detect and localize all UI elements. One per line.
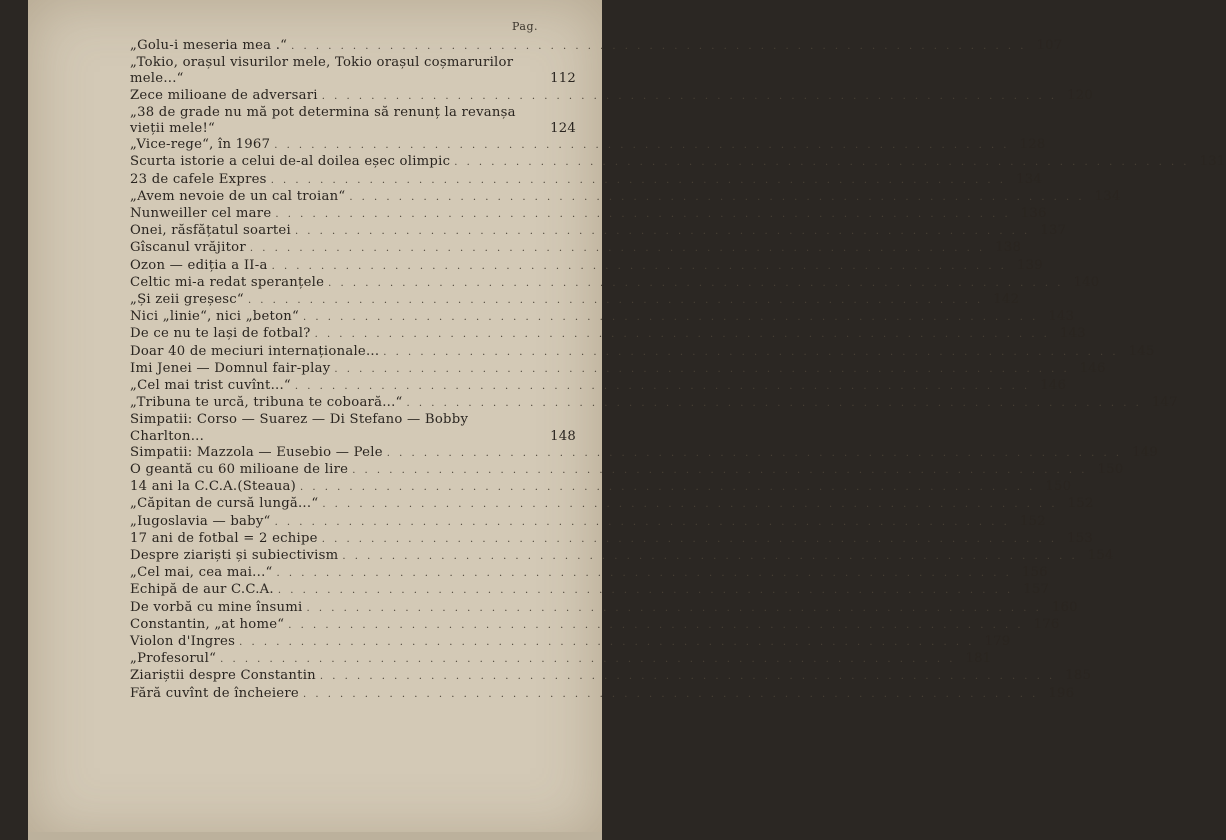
toc-entry-page: 147	[1151, 395, 1178, 411]
toc-entry	[130, 240, 1022, 257]
toc-entry-page: 137	[1040, 223, 1067, 239]
toc-entry-title: „Iugoslavia — baby“	[130, 513, 271, 529]
toc-entry	[130, 530, 1094, 548]
toc-entry	[130, 137, 1046, 154]
toc-entry-page: 140	[1073, 274, 1100, 290]
leader-dots: . . . . . . . . . . . . . . . . . . . . . . . . . . . . . . . . . . . . . . . . . . . . . . . . . . . . . . . . . . . .	[303, 312, 1039, 324]
leader-dots: . . . . . . . . . . . . . . . . . . . . . . . . . . . . . . . . . . . . . . . . . . . . . . . . . . . . . . . . . . . .	[220, 654, 956, 666]
leader-dots: . . . . . . . . . . . . . . . . . . . . . . . . . . . . . . . . . . . . . . . . . . . . . . . . . . . . . . . . . . . .	[302, 688, 1039, 700]
toc-entry	[130, 274, 1100, 292]
leader-dots: . . . . . . . . . . . . . . . . . . . . . . . . . . . . . . . . . . . . . . . . . . . . . . . . . . . . . . . . . . . .	[352, 465, 1088, 477]
leader-dots: . . . . . . . . . . . . . . . . . . . . . . . . . . . . . . . . . . . . . . . . . . . . . . . . . . . . . . . . . . . .	[314, 329, 1050, 341]
leader-dots: . . . . . . . . . . . . . . . . . . . . . . . . . . . . . . . . . . . . . . . . . . . . . . . . . . . . . . . . . . . .	[321, 533, 1058, 545]
toc-entry-page: 196	[1048, 685, 1075, 701]
leader-dots: . . . . . . . . . . . . . . . . . . . . . . . . . . . . . . . . . . . . . . . . . . . . . . . . . . . . . . . . . . . .	[275, 209, 1011, 220]
toc-entry-page: 152	[1019, 513, 1046, 529]
toc-entry-page: 160	[1051, 599, 1078, 615]
toc-entry-title: Echipă de aur C.C.A.	[130, 582, 274, 598]
toc-entry-page: 120	[1067, 87, 1094, 103]
toc-entry-page: 150	[1097, 462, 1124, 478]
toc-entry-page: 136	[1020, 206, 1047, 221]
toc-entry	[130, 309, 1075, 326]
toc-entry-page: 146	[1040, 378, 1067, 394]
toc-entry	[130, 223, 1067, 240]
leader-dots: . . . . . . . . . . . . . . . . . . . . . . . . . . . . . . . . . . . . . . . . . . . . . . . . . . . . . . . . . . . .	[406, 398, 1142, 410]
toc-entry	[130, 412, 576, 444]
leader-dots: . . . . . . . . . . . . . . . . . . . . . . . . . . . . . . . . . . . . . . . . . . . . . . . . . . . . . . . . . . . .	[294, 381, 1031, 393]
toc-entry-title: De ce nu te lași de fotbal?	[130, 326, 311, 342]
toc-entry	[130, 565, 1048, 582]
toc-entry	[130, 206, 1047, 223]
leader-dots: . . . . . . . . . . . . . . . . . . . . . . . . . . . . . . . . . . . . . . . . . . . . . . . . . . . . . . . . . . . .	[276, 568, 1012, 580]
toc-entry-title: Celtic mi-a redat speranțele	[130, 274, 325, 290]
toc-entry-page: 146	[1079, 360, 1106, 376]
toc-entry	[130, 38, 1063, 55]
leader-dots: . . . . . . . . . . . . . . . . . . . . . . . . . . . . . . . . . . . . . . . . . . . . . . . . . . . . . . . . . . . .	[319, 671, 1056, 683]
toc-entry-title: Simpatii: Corso — Suarez — Di Stefano — Bobby Charlton...	[130, 412, 469, 444]
leader-dots: . . . . . . . . . . . . . . . . . . . . . . . . . . . . . . . . . . . . . . . . . . . . . . . . . . . . . . . . . . . .	[277, 585, 1014, 597]
toc-entry	[130, 651, 992, 668]
toc-entry-page: 149	[1132, 444, 1159, 460]
book-page	[28, 0, 1226, 840]
leader-dots: . . . . . . . . . . . . . . . . . . . . . . . . . . . . . . . . . . . . . . . . . . . . . . . . . . . . . . . . . . . .	[270, 174, 1006, 186]
toc-entry-title: Doar 40 de meciuri internaționale...	[130, 343, 380, 359]
toc-entry-page: 143	[1059, 326, 1086, 342]
toc-entry	[130, 378, 1067, 395]
toc-entry-page: 139	[1016, 257, 1043, 273]
toc-entry	[130, 188, 1121, 206]
toc-entry-title: „Tokio, orașul visurilor mele, Tokio orașul coșmarurilor mele...“	[130, 55, 514, 87]
toc-entry	[130, 479, 1072, 496]
toc-entry	[130, 395, 1178, 412]
leader-dots: . . . . . . . . . . . . . . . . . . . . . . . . . . . . . . . . . . . . . . . . . . . . . . . . . . . . . . . . . . . .	[342, 551, 1078, 563]
leader-dots: . . . . . . . . . . . . . . . . . . . . . . . . . . . . . . . . . . . . . . . . . . . . . . . . . . . . . . . . . . . .	[322, 499, 1058, 511]
toc-entry-title: „Vice-rege“, în 1967	[130, 137, 271, 153]
leader-dots: . . . . . . . . . . . . . . . . . . . . . . . . . . . . . . . . . . . . . . . . . . . . . . . . . . . . . . . . . . . .	[383, 346, 1119, 358]
toc-entry-title: Constantin, „at home“	[130, 616, 285, 632]
toc-entry-page: 181	[965, 651, 992, 667]
toc-entry-title: „Cel mai trist cuvînt...“	[130, 378, 291, 394]
toc-entry-title: Gîscanul vrăjitor	[130, 240, 246, 256]
leader-dots: . . . . . . . . . . . . . . . . . . . . . . . . . . . . . . . . . . . . . . . . . . . . . . . . . . . . . . . . . . . .	[249, 243, 986, 255]
toc-entry-title: Fără cuvînt de încheiere	[130, 685, 299, 701]
toc-entry	[130, 548, 1114, 565]
leader-dots: . . . . . . . . . . . . . . . . . . . . . . . . . . . . . . . . . . . . . . . . . . . . . . . . . . . . . . . . . . . .	[288, 619, 1024, 631]
toc-entry-title: 23 de cafele Expres	[130, 171, 267, 187]
leader-dots: . . . . . . . . . . . . . . . . . . . . . . . . . . . . . . . . . . . . . . . . . . . . . . . . . . . . . . . . . . . .	[349, 191, 1085, 203]
toc-entry	[130, 496, 1094, 513]
toc-entry-title: „38 de grade nu mă pot determina să renunț la revanșa vieții mele!“	[130, 104, 516, 136]
toc-entry	[130, 599, 1078, 617]
table-of-contents	[130, 38, 1226, 703]
toc-entry-page: 176	[1033, 616, 1060, 632]
toc-entry-page: 134	[1094, 188, 1121, 204]
toc-entry-title: Imi Jenei — Domnul fair-play	[130, 360, 331, 376]
leader-dots: . . . . . . . . . . . . . . . . . . . . . . . . . . . . . . . . . . . . . . . . . . . . . . . . . . . . . . . . . . . .	[300, 482, 1036, 494]
toc-entry-title: 17 ani de fotbal = 2 echipe	[130, 530, 318, 546]
leader-dots: . . . . . . . . . . . . . . . . . . . . . . . . . . . . . . . . . . . . . . . . . . . . . . . . . . . . . . . . . . . .	[306, 602, 1042, 614]
toc-entry-title: Ozon — ediția a II-a	[130, 257, 268, 273]
toc-entry-page: 124	[550, 120, 576, 136]
toc-entry-page: 145	[1128, 343, 1155, 359]
toc-entry-page: 107	[1036, 38, 1063, 53]
toc-entry-title: „Golu-i meseria mea .“	[130, 38, 288, 53]
toc-entry-title: De vorbă cu mine însumi	[130, 599, 303, 615]
leader-dots: . . . . . . . . . . . . . . . . . . . . . . . . . . . . . . . . . . . . . . . . . . . . . . . . . . . . . . . . . . . .	[454, 157, 1190, 169]
toc-entry	[130, 292, 1020, 309]
toc-entry-title: „Profesorul“	[130, 651, 217, 667]
toc-entry-title: Nici „linie“, nici „beton“	[130, 309, 300, 325]
toc-entry-page: 154	[1087, 548, 1114, 564]
toc-entry-title: Zece milioane de adversari	[130, 87, 318, 103]
leader-dots: . . . . . . . . . . . . . . . . . . . . . . . . . . . . . . . . . . . . . . . . . . . . . . . . . . . . . . . . . . . .	[386, 447, 1123, 459]
toc-entry	[130, 513, 1046, 531]
toc-entry-title: Simpatii: Mazzola — Eusebio — Pele	[130, 444, 383, 460]
toc-entry-page: 131	[1199, 154, 1226, 170]
toc-entry	[130, 668, 1092, 685]
toc-entry-title: O geantă cu 60 milioane de lire	[130, 462, 349, 478]
toc-entry	[130, 462, 1124, 479]
toc-entry	[130, 154, 1226, 171]
leader-dots: . . . . . . . . . . . . . . . . . . . . . . . . . . . . . . . . . . . . . . . . . . . . . . . . . . . . . . . . . . . .	[247, 295, 984, 307]
toc-entry-page: 112	[550, 71, 576, 87]
toc-entry-title: „Și zeii greșesc“	[130, 292, 244, 308]
toc-entry-title: „Căpitan de cursă lungă...“	[130, 496, 319, 512]
toc-entry-title: Scurta istorie a celui de-al doilea eșec olimpic	[130, 154, 451, 170]
toc-entry	[130, 616, 1060, 634]
leader-dots: . . . . . . . . . . . . . . . . . . . . . . . . . . . . . . . . . . . . . . . . . . . . . . . . . . . . . . . . . . . .	[334, 363, 1070, 375]
toc-entry-page: 148	[550, 428, 576, 444]
leader-dots: . . . . . . . . . . . . . . . . . . . . . . . . . . . . . . . . . . . . . . . . . . . . . . . . . . . . . . . . . . . .	[294, 226, 1031, 238]
toc-entry-page: 128	[1019, 137, 1046, 153]
toc-entry-title: „Avem nevoie de un cal troian“	[130, 188, 346, 204]
toc-entry-title: Despre ziariști și subiectivism	[130, 548, 339, 564]
toc-entry	[130, 360, 1106, 378]
toc-entry-title: Onei, răsfățatul soartei	[130, 223, 291, 239]
page-column-header: Pag.	[512, 20, 539, 33]
toc-entry-page: 150	[1045, 479, 1072, 495]
toc-entry-title: 14 ani la C.C.A.(Steaua)	[130, 479, 296, 495]
leader-dots: . . . . . . . . . . . . . . . . . . . . . . . . . . . . . . . . . . . . . . . . . . . . . . . . . . . . . . . . . . . .	[321, 90, 1058, 102]
toc-entry-page: 142	[993, 292, 1020, 308]
leader-dots: . . . . . . . . . . . . . . . . . . . . . . . . . . . . . . . . . . . . . . . . . . . . . . . . . . . . . . . . . . . .	[291, 41, 1027, 52]
toc-entry	[130, 171, 1042, 189]
leader-dots: . . . . . . . . . . . . . . . . . . . . . . . . . . . . . . . . . . . . . . . . . . . . . . . . . . . . . . . . . . . .	[328, 277, 1064, 289]
toc-entry	[130, 685, 1075, 703]
toc-entry-title: Ziariștii despre Constantin	[130, 668, 316, 684]
toc-entry	[130, 326, 1086, 343]
toc-entry	[130, 444, 1159, 462]
toc-entry	[130, 257, 1043, 275]
toc-entry-title: Nunweiller cel mare	[130, 206, 272, 221]
toc-entry	[130, 105, 576, 137]
toc-entry-title: Violon d'Ingres	[130, 634, 236, 650]
toc-entry	[130, 343, 1155, 361]
toc-entry	[130, 582, 1050, 599]
toc-entry-title: „Cel mai, cea mai...“	[130, 565, 273, 581]
toc-entry	[130, 55, 576, 87]
toc-entry	[130, 634, 1011, 651]
toc-entry-page: 143	[1048, 309, 1075, 325]
leader-dots: . . . . . . . . . . . . . . . . . . . . . . . . . . . . . . . . . . . . . . . . . . . . . . . . . . . . . . . . . . . .	[239, 637, 975, 649]
toc-entry-page: 134	[1016, 171, 1042, 187]
toc-entry-page: 157	[1023, 582, 1050, 598]
toc-entry-page: 138	[995, 240, 1022, 256]
toc-entry-page: 153	[1067, 530, 1094, 546]
toc-entry-page: 152	[1067, 496, 1094, 512]
leader-dots: . . . . . . . . . . . . . . . . . . . . . . . . . . . . . . . . . . . . . . . . . . . . . . . . . . . . . . . . . . . .	[274, 516, 1010, 528]
leader-dots: . . . . . . . . . . . . . . . . . . . . . . . . . . . . . . . . . . . . . . . . . . . . . . . . . . . . . . . . . . . .	[274, 140, 1010, 152]
toc-entry-page: 179	[984, 634, 1011, 650]
toc-entry-page: 185	[1065, 668, 1092, 684]
toc-entry	[130, 87, 1094, 105]
leader-dots: . . . . . . . . . . . . . . . . . . . . . . . . . . . . . . . . . . . . . . . . . . . . . . . . . . . . . . . . . . . .	[271, 260, 1007, 272]
toc-entry-title: „Tribuna te urcă, tribuna te coboară...“	[130, 395, 403, 411]
toc-entry-page: 156	[1021, 565, 1048, 581]
